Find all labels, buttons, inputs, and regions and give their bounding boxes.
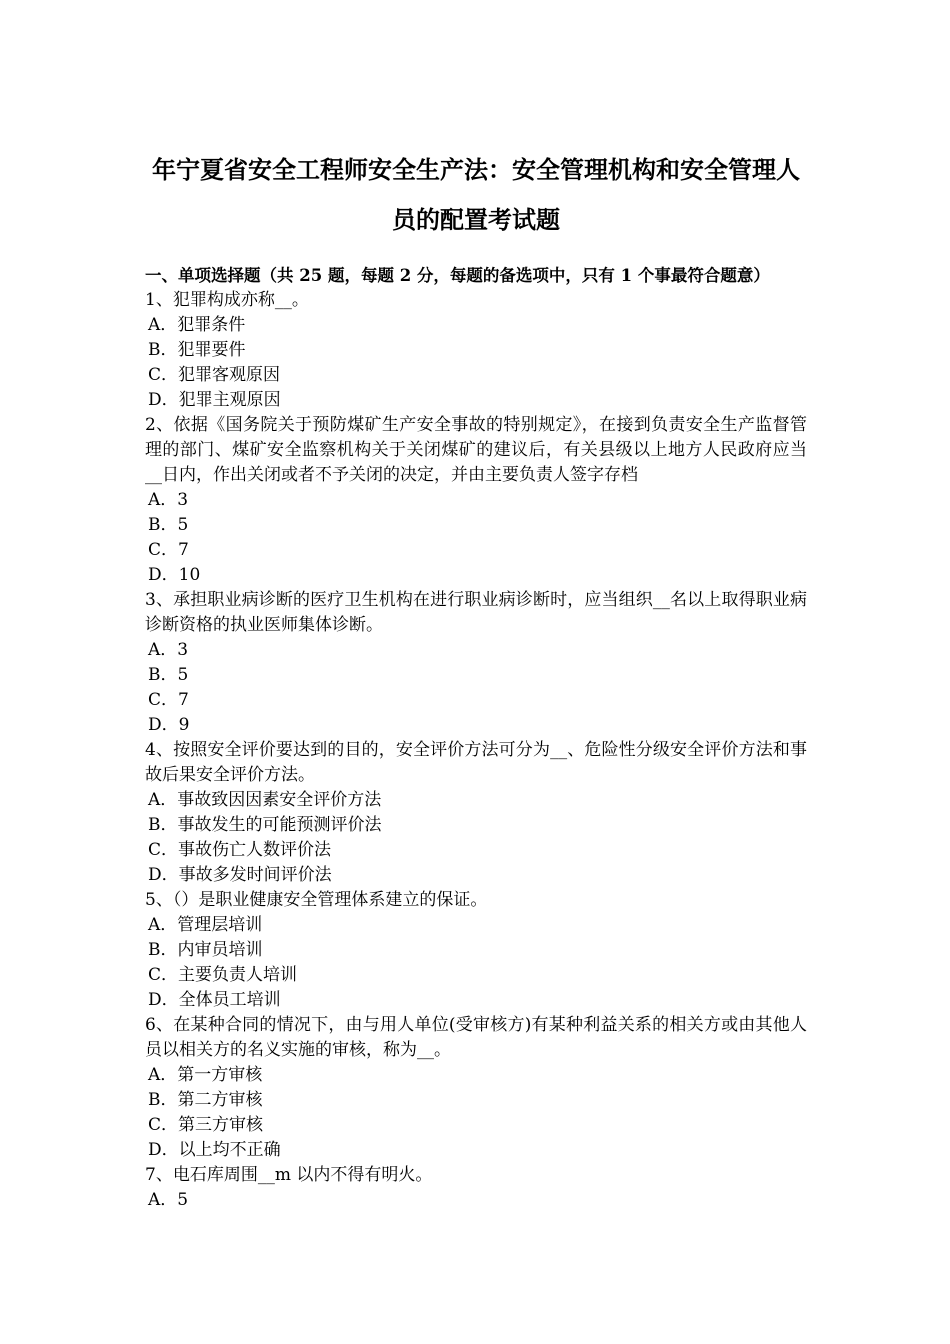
answer-option: B．5 <box>148 515 189 535</box>
question-item <box>145 588 807 738</box>
answer-option: C．第三方审核 <box>148 1115 264 1135</box>
answer-option: D．9 <box>148 715 190 735</box>
question-list <box>145 288 807 1213</box>
answer-option: A．3 <box>148 640 189 660</box>
question-text: 2、依据《国务院关于预防煤矿生产安全事故的特别规定》，在接到负责安全生产监督管理的部门、煤矿安全监察机构关于关闭煤矿的建议后，有关县级以上地方人民政府应当__日内，作出关闭或者不予关闭的决定，并由主要负责人签字存档 <box>145 415 807 485</box>
question-text: 3、承担职业病诊断的医疗卫生机构在进行职业病诊断时，应当组织__名以上取得职业病诊断资格的执业医师集体诊断。 <box>145 590 807 635</box>
document-title: 年宁夏省安全工程师安全生产法：安全管理机构和安全管理人员的配置考试题 <box>152 156 800 234</box>
question-text: 7、电石库周围__m 以内不得有明火。 <box>145 1165 433 1185</box>
answer-option: B．第二方审核 <box>148 1090 263 1110</box>
question-item <box>145 413 807 588</box>
answer-option: A．管理层培训 <box>148 915 263 935</box>
answer-option: D．10 <box>148 565 201 585</box>
answer-option: B．事故发生的可能预测评价法 <box>148 815 382 835</box>
answer-option: A．事故致因因素安全评价方法 <box>148 790 382 810</box>
document-page <box>145 145 807 1213</box>
question-item <box>145 1013 807 1163</box>
answer-option: D．全体员工培训 <box>148 990 281 1010</box>
answer-option: D．犯罪主观原因 <box>148 390 281 410</box>
answer-option: A．5 <box>148 1190 189 1210</box>
answer-option: C．7 <box>148 690 189 710</box>
answer-option: D．以上均不正确 <box>148 1140 281 1160</box>
answer-option: C．7 <box>148 540 189 560</box>
answer-option: B．5 <box>148 665 189 685</box>
question-text: 5、（）是职业健康安全管理体系建立的保证。 <box>145 890 488 910</box>
answer-option: C．主要负责人培训 <box>148 965 298 985</box>
answer-option: B．内审员培训 <box>148 940 263 960</box>
question-item <box>145 738 807 888</box>
answer-option: A．3 <box>148 490 189 510</box>
question-text: 1、犯罪构成亦称__。 <box>145 290 309 310</box>
question-item <box>145 888 807 1013</box>
question-text: 6、在某种合同的情况下，由与用人单位(受审核方)有某种利益关系的相关方或由其他人员以相关方的名义实施的审核，称为__。 <box>145 1015 807 1060</box>
answer-option: A．犯罪条件 <box>148 315 246 335</box>
question-item <box>145 1163 807 1213</box>
question-item <box>145 288 807 413</box>
answer-option: C．犯罪客观原因 <box>148 365 281 385</box>
answer-option: A．第一方审核 <box>148 1065 263 1085</box>
section-heading: 一、单项选择题（共 25 题，每题 2 分，每题的备选项中，只有 1 个事最符合题意） <box>145 266 770 285</box>
answer-option: D．事故多发时间评价法 <box>148 865 332 885</box>
answer-option: C．事故伤亡人数评价法 <box>148 840 332 860</box>
question-text: 4、按照安全评价要达到的目的，安全评价方法可分为__、危险性分级安全评价方法和事故后果安全评价方法。 <box>145 740 807 785</box>
answer-option: B．犯罪要件 <box>148 340 246 360</box>
